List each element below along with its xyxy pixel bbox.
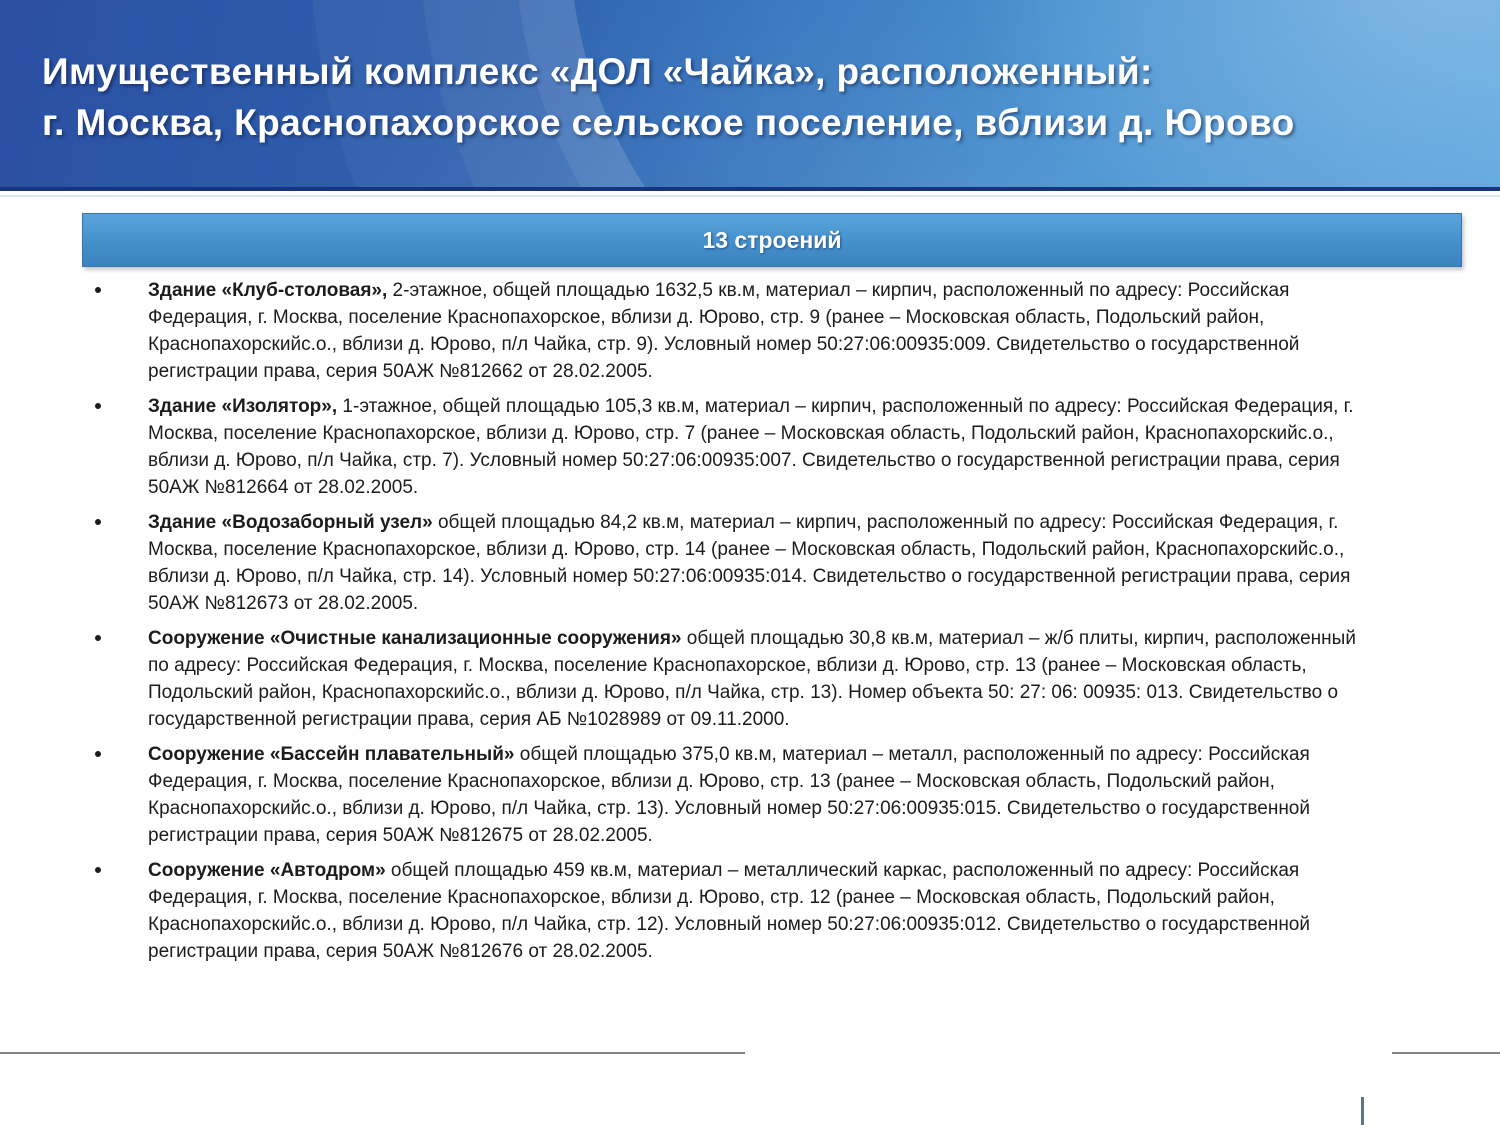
footer-divider-right xyxy=(1392,1052,1500,1054)
list-item xyxy=(82,509,1378,617)
bullet-dot xyxy=(95,403,101,409)
bullet-dot xyxy=(95,635,101,641)
footer-tick-mark xyxy=(1361,1097,1364,1125)
list-item xyxy=(82,857,1378,965)
list-item-text: общей площадью 375,0 кв.м, материал – металл, расположенный по адресу: Российская Федерация, г. Москва, поселение Краснопахорское, вблизи д. Юрово, стр. 13 (ранее – Московская область, Подольский район, Краснопахорскийс.о., вблизи д. Юрово, п/л Чайка, стр. 13). Условный номер 50:27:06:00935:015. Свидетельство о государственной регистрации права, серия 50АЖ №812675 от 28.02.2005. xyxy=(148,744,1310,846)
bullet-dot xyxy=(95,519,101,525)
bullet-dot xyxy=(95,867,101,873)
header-underline xyxy=(0,195,1500,197)
list-item xyxy=(82,277,1378,385)
list-item-bold: Сооружение «Очистные канализационные сооружения» xyxy=(148,628,682,649)
list-item-text: 2-этажное, общей площадью 1632,5 кв.м, материал – кирпич, расположенный по адресу: Российская Федерация, г. Москва, поселение Краснопахорское, вблизи д. Юрово, стр. 9 (ранее – Московская область, Подольский район, Краснопахорскийс.о., вблизи д. Юрово, п/л Чайка, стр. 9). Условный номер 50:27:06:00935:009. Свидетельство о государственной регистрации права, серия 50АЖ №812662 от 28.02.2005. xyxy=(148,280,1300,382)
list-item-text: 1-этажное, общей площадью 105,3 кв.м, материал – кирпич, расположенный по адресу: Российская Федерация, г. Москва, поселение Краснопахорское, вблизи д. Юрово, стр. 7 (ранее – Московская область, Подольский район, Краснопахорскийс.о., вблизи д. Юрово, п/л Чайка, стр. 7). Условный номер 50:27:06:00935:007. Свидетельство о государственной регистрации права, серия 50АЖ №812664 от 28.02.2005. xyxy=(148,396,1354,498)
list-item-bold: Здание «Клуб-столовая», xyxy=(148,280,388,301)
list-item-text: общей площадью 459 кв.м, материал – металлический каркас, расположенный по адресу: Российская Федерация, г. Москва, поселение Краснопахорское, вблизи д. Юрово, стр. 12 (ранее – Московская область, Подольский район, Краснопахорскийс.о., вблизи д. Юрово, п/л Чайка, стр. 12). Условный номер 50:27:06:00935:012. Свидетельство о государственной регистрации права, серия 50АЖ №812676 от 28.02.2005. xyxy=(148,860,1310,962)
list-item-bold: Сооружение «Автодром» xyxy=(148,860,386,881)
list-item-text: общей площадью 30,8 кв.м, материал – ж/б плиты, кирпич, расположенный по адресу: Российская Федерация, г. Москва, поселение Краснопахорское, вблизи д. Юрово, стр. 13 (ранее – Московская область, Подольский район, Краснопахорскийс.о., вблизи д. Юрово, п/л Чайка, стр. 13). Номер объекта 50: 27: 06: 00935: 013. Свидетельство о государственной регистрации права, серия АБ №1028989 от 09.11.2000. xyxy=(148,628,1356,730)
section-banner xyxy=(82,213,1462,267)
bullet-dot xyxy=(95,287,101,293)
banner-label: 13 строений xyxy=(702,226,842,253)
list-item xyxy=(82,741,1378,849)
page-title-line2: г. Москва, Краснопахорское сельское поселение, вблизи д. Юрово xyxy=(42,102,1295,143)
list-item-bold: Сооружение «Бассейн плавательный» xyxy=(148,744,515,765)
slide-header xyxy=(0,0,1500,191)
list-item xyxy=(82,393,1378,501)
bullet-dot xyxy=(95,751,101,757)
buildings-list xyxy=(82,277,1382,973)
page-title-line1: Имущественный комплекс «ДОЛ «Чайка», расположенный: xyxy=(42,51,1153,92)
list-item-bold: Здание «Изолятор», xyxy=(148,396,338,417)
footer-divider-left xyxy=(0,1052,745,1054)
list-item-bold: Здание «Водозаборный узел» xyxy=(148,512,433,533)
list-item-text: общей площадью 84,2 кв.м, материал – кирпич, расположенный по адресу: Российская Федерация, г. Москва, поселение Краснопахорское, вблизи д. Юрово, стр. 14 (ранее – Московская область, Подольский район, Краснопахорскийс.о., вблизи д. Юрово, п/л Чайка, стр. 14). Условный номер 50:27:06:00935:014. Свидетельство о государственной регистрации права, серия 50АЖ №812673 от 28.02.2005. xyxy=(148,512,1351,614)
page-title xyxy=(42,46,1462,148)
list-item xyxy=(82,625,1378,733)
